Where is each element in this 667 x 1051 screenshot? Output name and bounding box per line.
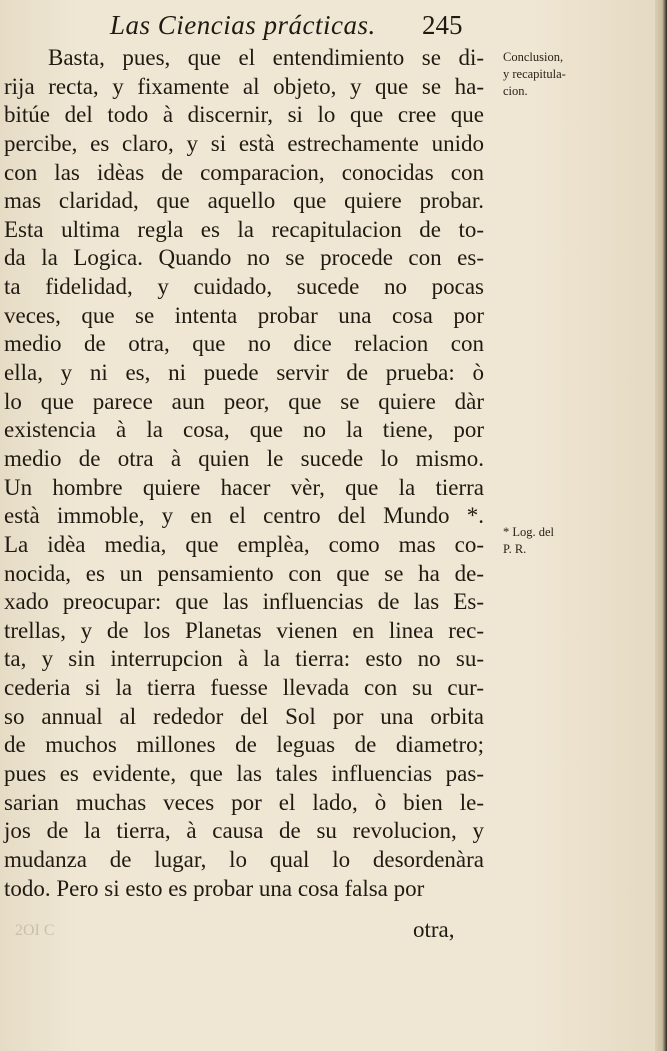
text-line: Basta, pues, que el entendimiento se di- [48,45,484,70]
margin-note-line: Conclusion, [503,50,564,64]
text-line: ta fidelidad, y cuidado, sucede no pocas [4,274,484,300]
margin-note-line: cion. [503,84,528,98]
text-line: sarian muchas veces por el lado, ò bien le- [4,789,484,815]
text-line: ta, y sin interrupcion à la tierra: esto no su- [4,646,484,672]
text-line: trellas, y de los Planetas vienen en linea rec- [4,617,484,643]
margin-note-conclusion [503,49,603,100]
text-line: con las idèas de comparacion, conocidas con [4,159,484,185]
text-line: de muchos millones de leguas de diametro; [4,732,484,758]
text-line: mudanza de lugar, lo qual lo desordenàra [4,846,484,872]
text-line: veces, que se intenta probar una cosa por [4,302,484,328]
margin-note-reference [503,524,603,558]
text-line: nocida, es un pensamiento con que se ha de- [4,560,484,586]
text-line: medio de otra, que no dice relacion con [4,331,484,357]
text-line: existencia à la cosa, que no la tiene, por [4,417,484,443]
text-line: percibe, es claro, y si està estrechamente unido [4,130,484,156]
page-header [100,10,500,40]
text-line: cederia si la tierra fuesse llevada con su cur- [4,675,484,701]
text-line: todo. Pero si esto es probar una cosa falsa por [4,875,425,901]
text-line: lo que parece aun peor, que se quiere dàr [4,388,484,414]
text-line: rija recta, y fixamente al objeto, y que se ha- [4,73,484,99]
margin-note-line: y recapitula- [503,67,566,81]
text-line: jos de la tierra, à causa de su revolucion, y [4,818,484,844]
running-title: Las Ciencias prácticas. [110,10,376,40]
text-line: ella, y ni es, ni puede servir de prueba: ò [4,360,484,386]
text-line: mas claridad, que aquello que quiere probar. [4,188,484,214]
text-line: medio de otra à quien le sucede lo mismo. [4,445,484,471]
text-line: bitúe del todo à discernir, si lo que cree que [4,102,484,128]
text-line: Un hombre quiere hacer vèr, que la tierra [4,474,484,500]
margin-note-line: P. R. [503,542,527,556]
bleed-through-text: 2OI C [15,922,55,939]
margin-note-line: * Log. del [503,525,555,539]
catchword: otra, [413,917,455,942]
text-line: Esta ultima regla es la recapitulacion de to- [4,216,484,242]
text-line: so annual al rededor del Sol por una orbita [4,703,484,729]
text-line: La idèa media, que emplèa, como mas co- [4,531,484,557]
page-number: 245 [422,10,463,40]
body-text [4,44,484,903]
text-line: pues es evidente, que las tales influencias pas- [4,761,484,787]
text-line: està immoble, y en el centro del Mundo *. [4,503,484,529]
text-line: da la Logica. Quando no se procede con es- [4,245,484,271]
page-edge-shadow [655,0,667,1051]
text-line: xado preocupar: que las influencias de las Es- [4,589,484,615]
